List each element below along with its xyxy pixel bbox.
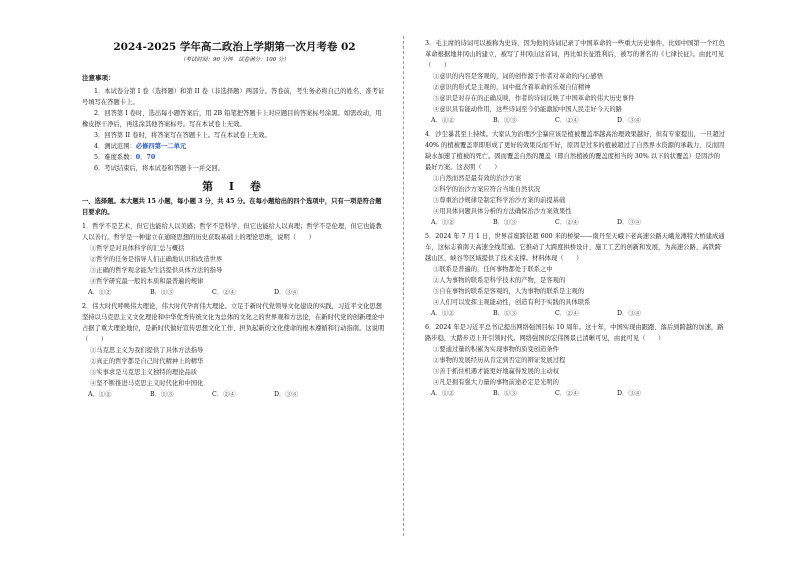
answer-d[interactable]: D．③④ [617, 117, 641, 124]
answer-choices [425, 115, 725, 126]
exam-subtitle: （考试时间：90 分钟 试卷满分：100 分） [180, 57, 289, 63]
option-1: ①意识的内容是客观的，词的创作源于作者对革命的内心感悟 [433, 73, 604, 80]
answer-d[interactable]: D．③④ [617, 219, 641, 226]
notice-item-4 [82, 141, 387, 152]
answer-choices [82, 389, 387, 400]
question-1 [82, 221, 387, 298]
option-2: ②人为事物的联系是科学技术的产物，是客观的 [433, 277, 566, 284]
left-column [82, 38, 387, 400]
answer-b[interactable]: B．①③ [493, 219, 517, 226]
option-2: ②意识的形式是主观的，词中蕴含着革命的乐观自信精神 [433, 84, 591, 91]
option-3: ③尊重治沙规律是制定科学治沙方案的前提基础 [433, 197, 566, 204]
question-stem: 6．2024 年是习近平总书记提出网络强国目标 10 周年。这十年，中国实现由跟跑、落后到跨越的加速，路路步稳，大踏步迈上开引领时代。网络强国的宏伟图景已清晰可见，由此可见（ ） [425, 324, 724, 342]
option-3: ③意识是对存在的正确反映，作者的诗词反映了中国革命的伟大历史事件 [433, 95, 635, 102]
answer-c[interactable]: C．②④ [212, 289, 236, 296]
option-4: ④人们可以发挥主观能动性，创造有利于实践的具体联系 [433, 299, 591, 306]
notice-item-3: 3．回答第 II 卷时，将答案写在答题卡上。写在本试卷上无效。 [94, 132, 271, 139]
option-3: ③善于抓住机遇才能更好地赢得发展的主动权 [433, 368, 559, 375]
notice-heading: 注意事项： [82, 74, 115, 82]
option-2: ②科学的治沙方案应符合当地自然状况 [433, 186, 541, 193]
answer-b[interactable]: B．①③ [150, 289, 174, 296]
option-1: ①哲学是对具体科学的汇总与概括 [90, 245, 185, 252]
answer-a[interactable]: A．①② [431, 310, 455, 317]
question-stem: 2．伟大时代呼唤伟大理论，伟大时代孕育伟大理论。立足于新时代党领导文化建设的实践，习近平文化思想坚持以马克思主义文化理论和中华优秀传统文化为总体的文化之的世界观和方法论，在新时代党的创新理论中占据了重大理论地位，是新时代做好宣传思想文化工作、担负起新的文化使命的根本遵循和行动指南。这说明（ ） [82, 303, 385, 343]
question-stem: 5．2024 年 7 月 1 日，世界首座跨径超 600 米的桥梁——南丹至天峨下老高速公路天峨龙滩特大桥建成通车，这标志着南天高速全线贯通。它推动了大跨度拱桥设计、施工工艺的创新和发展，为高速公路、高铁跨越山区、峡谷等区域提供了技术支撑。材料体现（ ） [425, 233, 725, 262]
answer-c[interactable]: C．②④ [555, 390, 579, 397]
answer-c[interactable]: C．②④ [212, 391, 236, 398]
answer-choices [425, 388, 725, 399]
option-3: ③自在事物的联系是客观的，人为事物的联系是主观的 [433, 288, 585, 295]
question-6 [425, 322, 725, 399]
answer-b[interactable]: B．①③ [493, 390, 517, 397]
answer-choices [425, 217, 725, 228]
column-divider [403, 36, 404, 536]
volume-heading: 第 I 卷 [202, 180, 267, 193]
difficulty-label: 5．难度系数： [94, 154, 136, 161]
question-stem: 3．毛主席的诗词可以被称为史诗，因为他的诗词记录了中国革命的一些重大历史事件，比如中国第一个红色革命根据地井冈山的建立，被写了井冈山这首词，再比如长征胜利后，被写的著名的《七律长征》。由此可见（ ） [425, 40, 725, 69]
question-3 [425, 38, 725, 126]
option-1: ①马克思主义为我们提供了具体方法指导 [90, 347, 204, 354]
answer-a[interactable]: A．①② [431, 219, 455, 226]
option-4: ④凡是拥有强大力量的事物前途必定是光明的 [433, 379, 559, 386]
option-1: ①自然而然是最有效的治沙方案 [433, 175, 522, 182]
scope-label: 4．测试范围： [94, 143, 136, 150]
question-2 [82, 301, 387, 400]
notice-item-1: 1．本试卷分第 I 卷（选择题）和第 II 卷（非选择题）两部分。答卷前，考生务必将自己的姓名、准考证号填写在答题卡上。 [82, 88, 385, 106]
option-2: ②哲学的任务是指导人们正确地认识和改造世界 [90, 256, 223, 263]
answer-b[interactable]: B．①③ [493, 117, 517, 124]
option-4: ④哲学研究最一般的本质和最普遍的规律 [90, 278, 204, 285]
notice-item-6: 6．考试结束后，将本试卷和答题卡一并交回。 [94, 165, 224, 172]
section-heading: 一、选择题。本大题共 15 小题，每小题 3 分，共 45 分。在每小题给出的四个选项中，只有一项是符合题目要求的。 [82, 198, 382, 216]
option-1: ①要通过量的积累为实现事物的质变创造条件 [433, 346, 559, 353]
option-4: ④意识具有能动作用，这些诗词至今仍能激励中国人民走好今天的路 [433, 106, 622, 113]
exam-title: 2024-2025 学年高二政治上学期第一次月考卷 02 [113, 41, 356, 53]
answer-a[interactable]: A．①② [88, 391, 112, 398]
option-1: ①联系是普遍的，任何事物都处于联系之中 [433, 266, 553, 273]
answer-d[interactable]: D．③④ [274, 289, 298, 296]
answer-d[interactable]: D．③④ [274, 391, 298, 398]
answer-d[interactable]: D．③④ [617, 390, 641, 397]
notice-item-2: 2．回答第 I 卷时，选出每小题答案后，用 2B 铅笔把答题卡上对应题目的答案标号涂黑。如需改动，用橡皮擦干净后，再选涂其他答案标号。写在本试卷上无效。 [82, 110, 382, 128]
question-stem: 1．哲学不是艺术，但它也能给人以美感；哲学不是科学，但它也能给人以真理；哲学不是伦理，但它也能教人以善行。哲学是一种建立在通晓思想的历史获取基础上的理论思维，说明（ ） [82, 223, 382, 241]
notice-item-5 [82, 152, 387, 163]
right-column [425, 38, 725, 399]
answer-choices [425, 308, 725, 319]
question-4 [425, 129, 725, 228]
answer-choices [82, 287, 387, 298]
difficulty-value: 0．70 [135, 154, 156, 161]
option-4: ④坚不断推进马克思主义时代化和中国化 [90, 380, 204, 387]
scope-value: 必修四第一二单元 [135, 143, 187, 150]
answer-c[interactable]: C．②④ [555, 219, 579, 226]
option-3: ③正确的哲学观念能为生活提供具体方法的指导 [90, 267, 223, 274]
question-stem: 4．沙尘暴甚至上持续。大家认为治理沙尘暴应该是植被覆盖率越高治理效果越好，但有专家提出，一旦超过 40% 的植被覆盖率即形成了更好的效果反而不好，原因是过多的植被超过了自然界水资源的承载力，反而因缺水加速了植被的死亡。固而覆盖自然的覆盖（即自然植被的覆盖度相当的 30% 以下的状覆盖）是因沙的最好方案。这表明（ ） [425, 131, 725, 171]
option-2: ②事物的发展经历从肯定到否定的辩证发展过程 [433, 357, 566, 364]
answer-b[interactable]: B．①③ [150, 391, 174, 398]
answer-a[interactable]: A．①② [431, 390, 455, 397]
option-3: ③实事求是马克思主义独特的理论品质 [90, 369, 198, 376]
answer-d[interactable]: D．③④ [617, 310, 641, 317]
answer-c[interactable]: C．②④ [555, 310, 579, 317]
answer-a[interactable]: A．①② [431, 117, 455, 124]
option-4: ④用具体问题具体分析的方法确保治沙方案效果性 [433, 208, 572, 215]
answer-c[interactable]: C．②④ [555, 117, 579, 124]
answer-b[interactable]: B．①③ [493, 310, 517, 317]
answer-a[interactable]: A．①② [88, 289, 112, 296]
option-2: ②真正的哲学都是自己时代精神上的精华 [90, 358, 204, 365]
question-5 [425, 231, 725, 319]
